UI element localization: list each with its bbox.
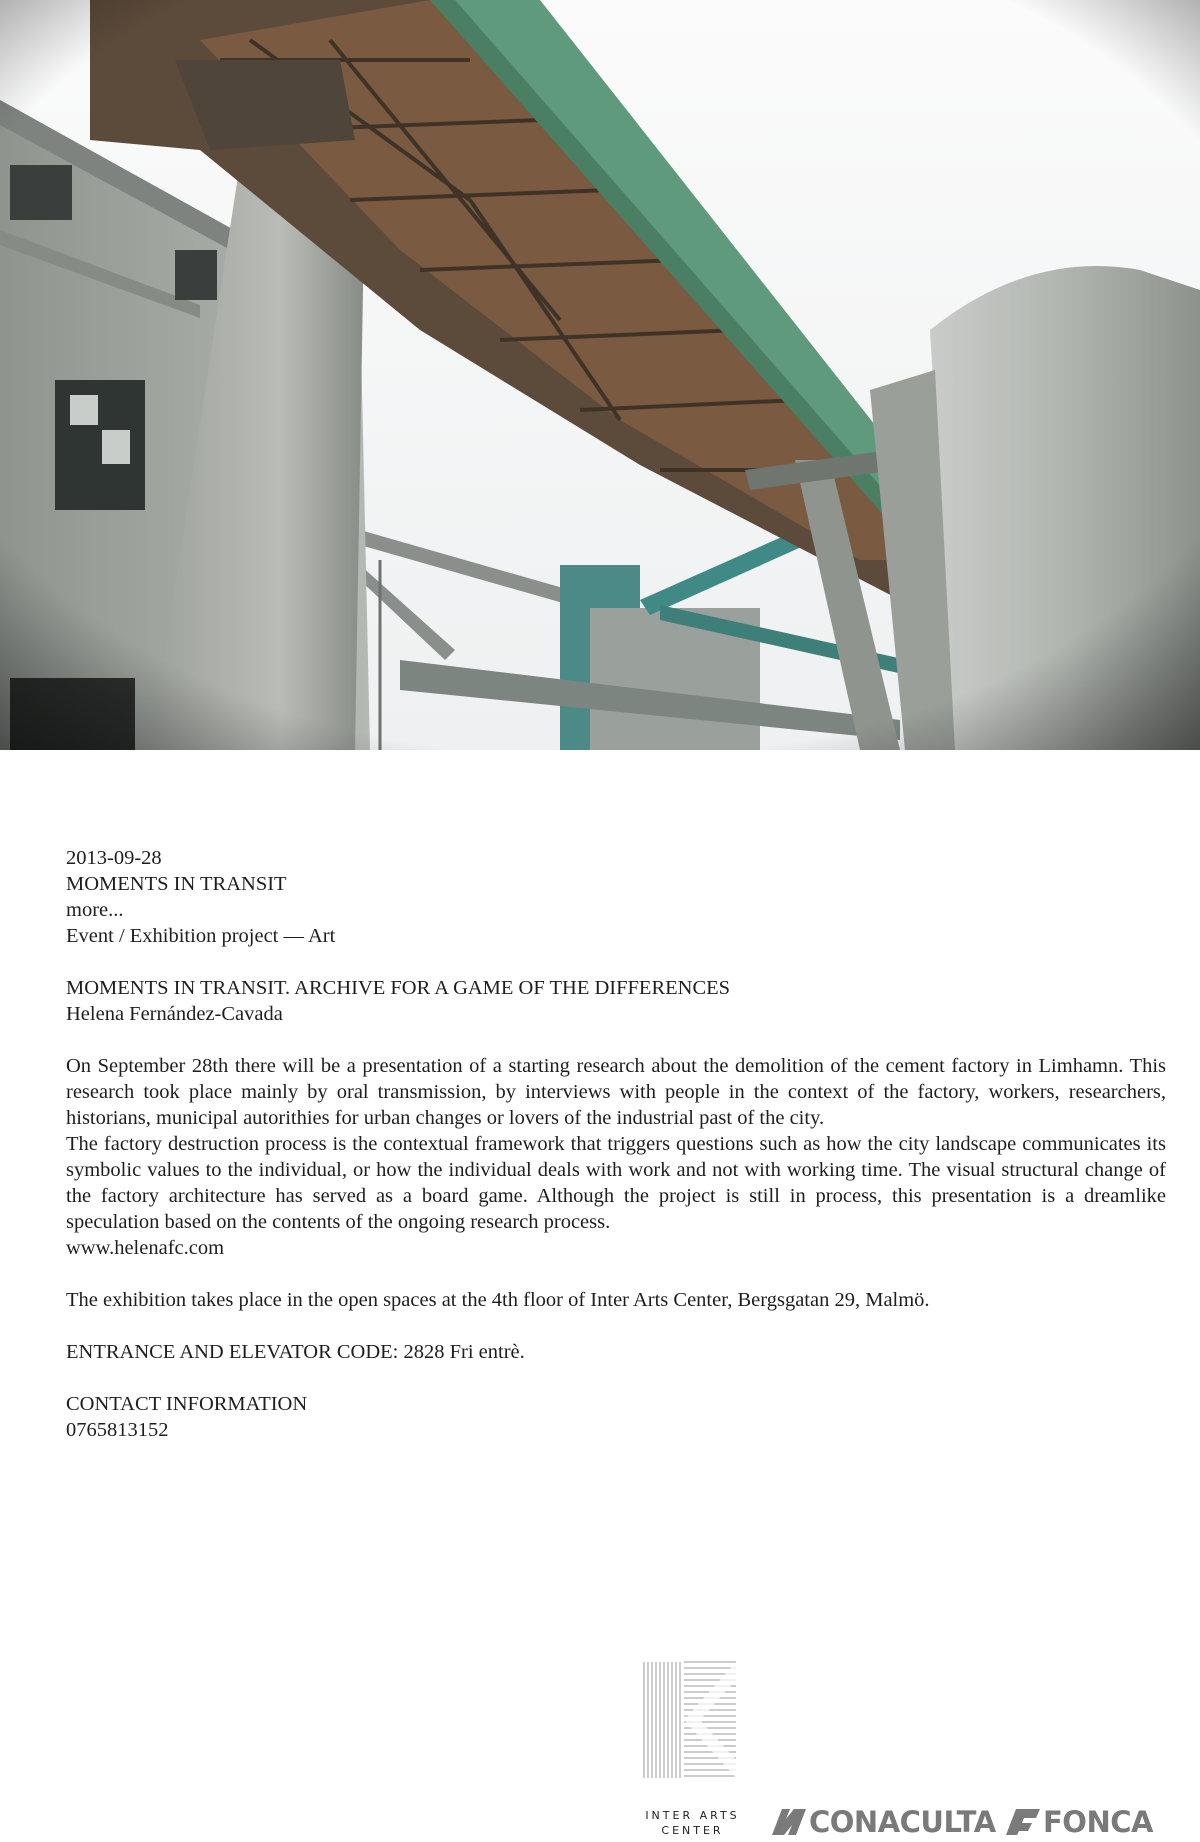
date: 2013-09-28 bbox=[66, 847, 162, 869]
sponsor-logos bbox=[0, 1660, 1200, 1840]
fonca-logo: FONCA bbox=[1006, 1802, 1153, 1842]
event-title: MOMENTS IN TRANSIT bbox=[66, 873, 287, 895]
location: The exhibition takes place in the open spaces at the 4th floor of Inter Arts Center, Bergsgatan 29, Malmö. bbox=[66, 1289, 930, 1311]
website-link[interactable]: www.helenafc.com bbox=[66, 1237, 225, 1259]
fonca-mark-icon bbox=[1006, 1809, 1040, 1835]
category: Event / Exhibition project — Art bbox=[66, 925, 336, 947]
article-heading: MOMENTS IN TRANSIT. ARCHIVE FOR A GAME OF THE DIFFERENCES bbox=[66, 977, 731, 999]
author: Helena Fernández-Cavada bbox=[66, 1003, 283, 1025]
conaculta-mark-icon bbox=[772, 1809, 806, 1835]
contact-label: CONTACT INFORMATION bbox=[66, 1393, 308, 1415]
contact-phone: 0765813152 bbox=[66, 1419, 169, 1441]
conaculta-logo: CONACULTA bbox=[772, 1802, 996, 1842]
inter-arts-center-logo bbox=[640, 1660, 740, 1780]
hero-photo bbox=[0, 0, 1200, 750]
article bbox=[66, 845, 1166, 1443]
more-link[interactable]: more... bbox=[66, 899, 124, 921]
paragraph-2: The factory destruction process is the contextual framework that triggers questions such as how the city landscape communicates its symbolic values to the individual, or how the individual deals with work and not with working time. The visual structural change of the factory architecture has served as a board game. Although the project is still in process, this presentation is a dreamlike speculation based on the contents of the ongoing research process. bbox=[66, 1133, 1166, 1233]
entrance-code: ENTRANCE AND ELEVATOR CODE: 2828 Fri entrè. bbox=[66, 1341, 525, 1363]
inter-arts-center-caption: INTER ARTS CENTER bbox=[645, 1809, 740, 1837]
paragraph-1: On September 28th there will be a presentation of a starting research about the demolition of the cement factory in Limhamn. This research took place mainly by oral transmission, by interviews with people in the context of the factory, workers, researchers, historians, municipal autorithies for urban changes or lovers of the industrial past of the city. bbox=[66, 1055, 1166, 1129]
